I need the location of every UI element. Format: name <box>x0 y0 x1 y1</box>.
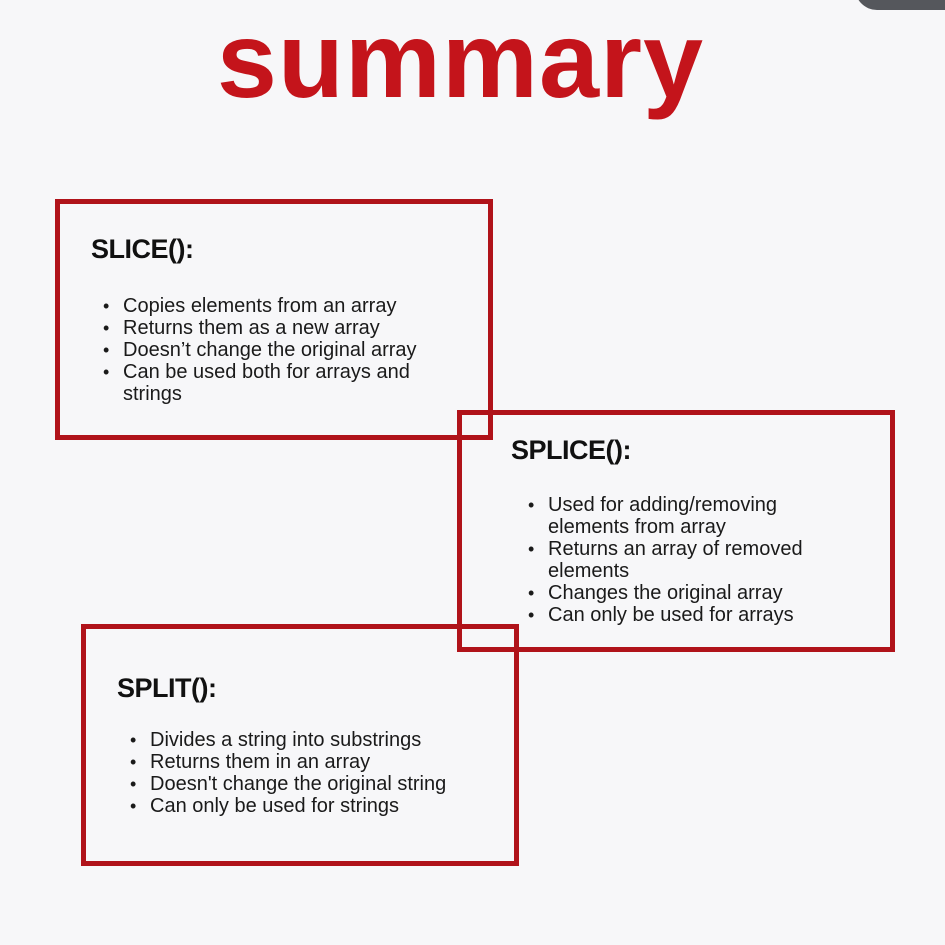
list-item-text: Copies elements from an array <box>123 295 397 317</box>
list-item-text: Doesn't change the original string <box>150 773 447 795</box>
list-item-text: Can only be used for strings <box>150 795 400 817</box>
page-title: summary <box>216 0 705 120</box>
splice-points-list <box>528 494 828 626</box>
splice-card <box>457 410 895 652</box>
list-item <box>528 582 828 604</box>
bullet-icon: • <box>528 539 535 559</box>
slice-points-list <box>103 295 443 405</box>
bullet-icon: • <box>528 583 535 603</box>
list-item-text: Returns them in an array <box>150 751 371 773</box>
bullet-icon: • <box>130 774 137 794</box>
bullet-icon: • <box>103 362 110 382</box>
list-item <box>103 339 443 361</box>
list-item <box>528 604 828 626</box>
list-item <box>528 538 828 582</box>
bullet-icon: • <box>130 796 137 816</box>
split-card <box>81 624 519 866</box>
list-item-text: Can only be used for arrays <box>548 604 794 626</box>
bullet-icon: • <box>103 296 110 316</box>
list-item-text: Changes the original array <box>548 582 783 604</box>
bullet-icon: • <box>103 318 110 338</box>
list-item <box>528 494 828 538</box>
list-item <box>103 317 443 339</box>
bullet-icon: • <box>528 605 535 625</box>
list-item <box>103 295 443 317</box>
bullet-icon: • <box>528 495 535 515</box>
list-item-text: Doesn’t change the original array <box>123 339 417 361</box>
split-points-list <box>130 729 490 817</box>
list-item-text: Used for adding/removing elements from array <box>548 494 778 538</box>
bullet-icon: • <box>130 752 137 772</box>
bullet-icon: • <box>103 340 110 360</box>
splice-heading: SPLICE(): <box>511 435 631 465</box>
list-item <box>103 361 443 405</box>
list-item <box>130 773 490 795</box>
bullet-icon: • <box>130 730 137 750</box>
slice-heading: SLICE(): <box>91 234 194 264</box>
list-item-text: Can be used both for arrays and strings <box>123 361 410 405</box>
split-heading: SPLIT(): <box>117 673 217 703</box>
list-item <box>130 795 490 817</box>
list-item-text: Returns them as a new array <box>123 317 380 339</box>
list-item-text: Divides a string into substrings <box>150 729 422 751</box>
list-item-text: Returns an array of removed elements <box>548 538 803 582</box>
slice-card <box>55 199 493 440</box>
list-item <box>130 729 490 751</box>
list-item <box>130 751 490 773</box>
